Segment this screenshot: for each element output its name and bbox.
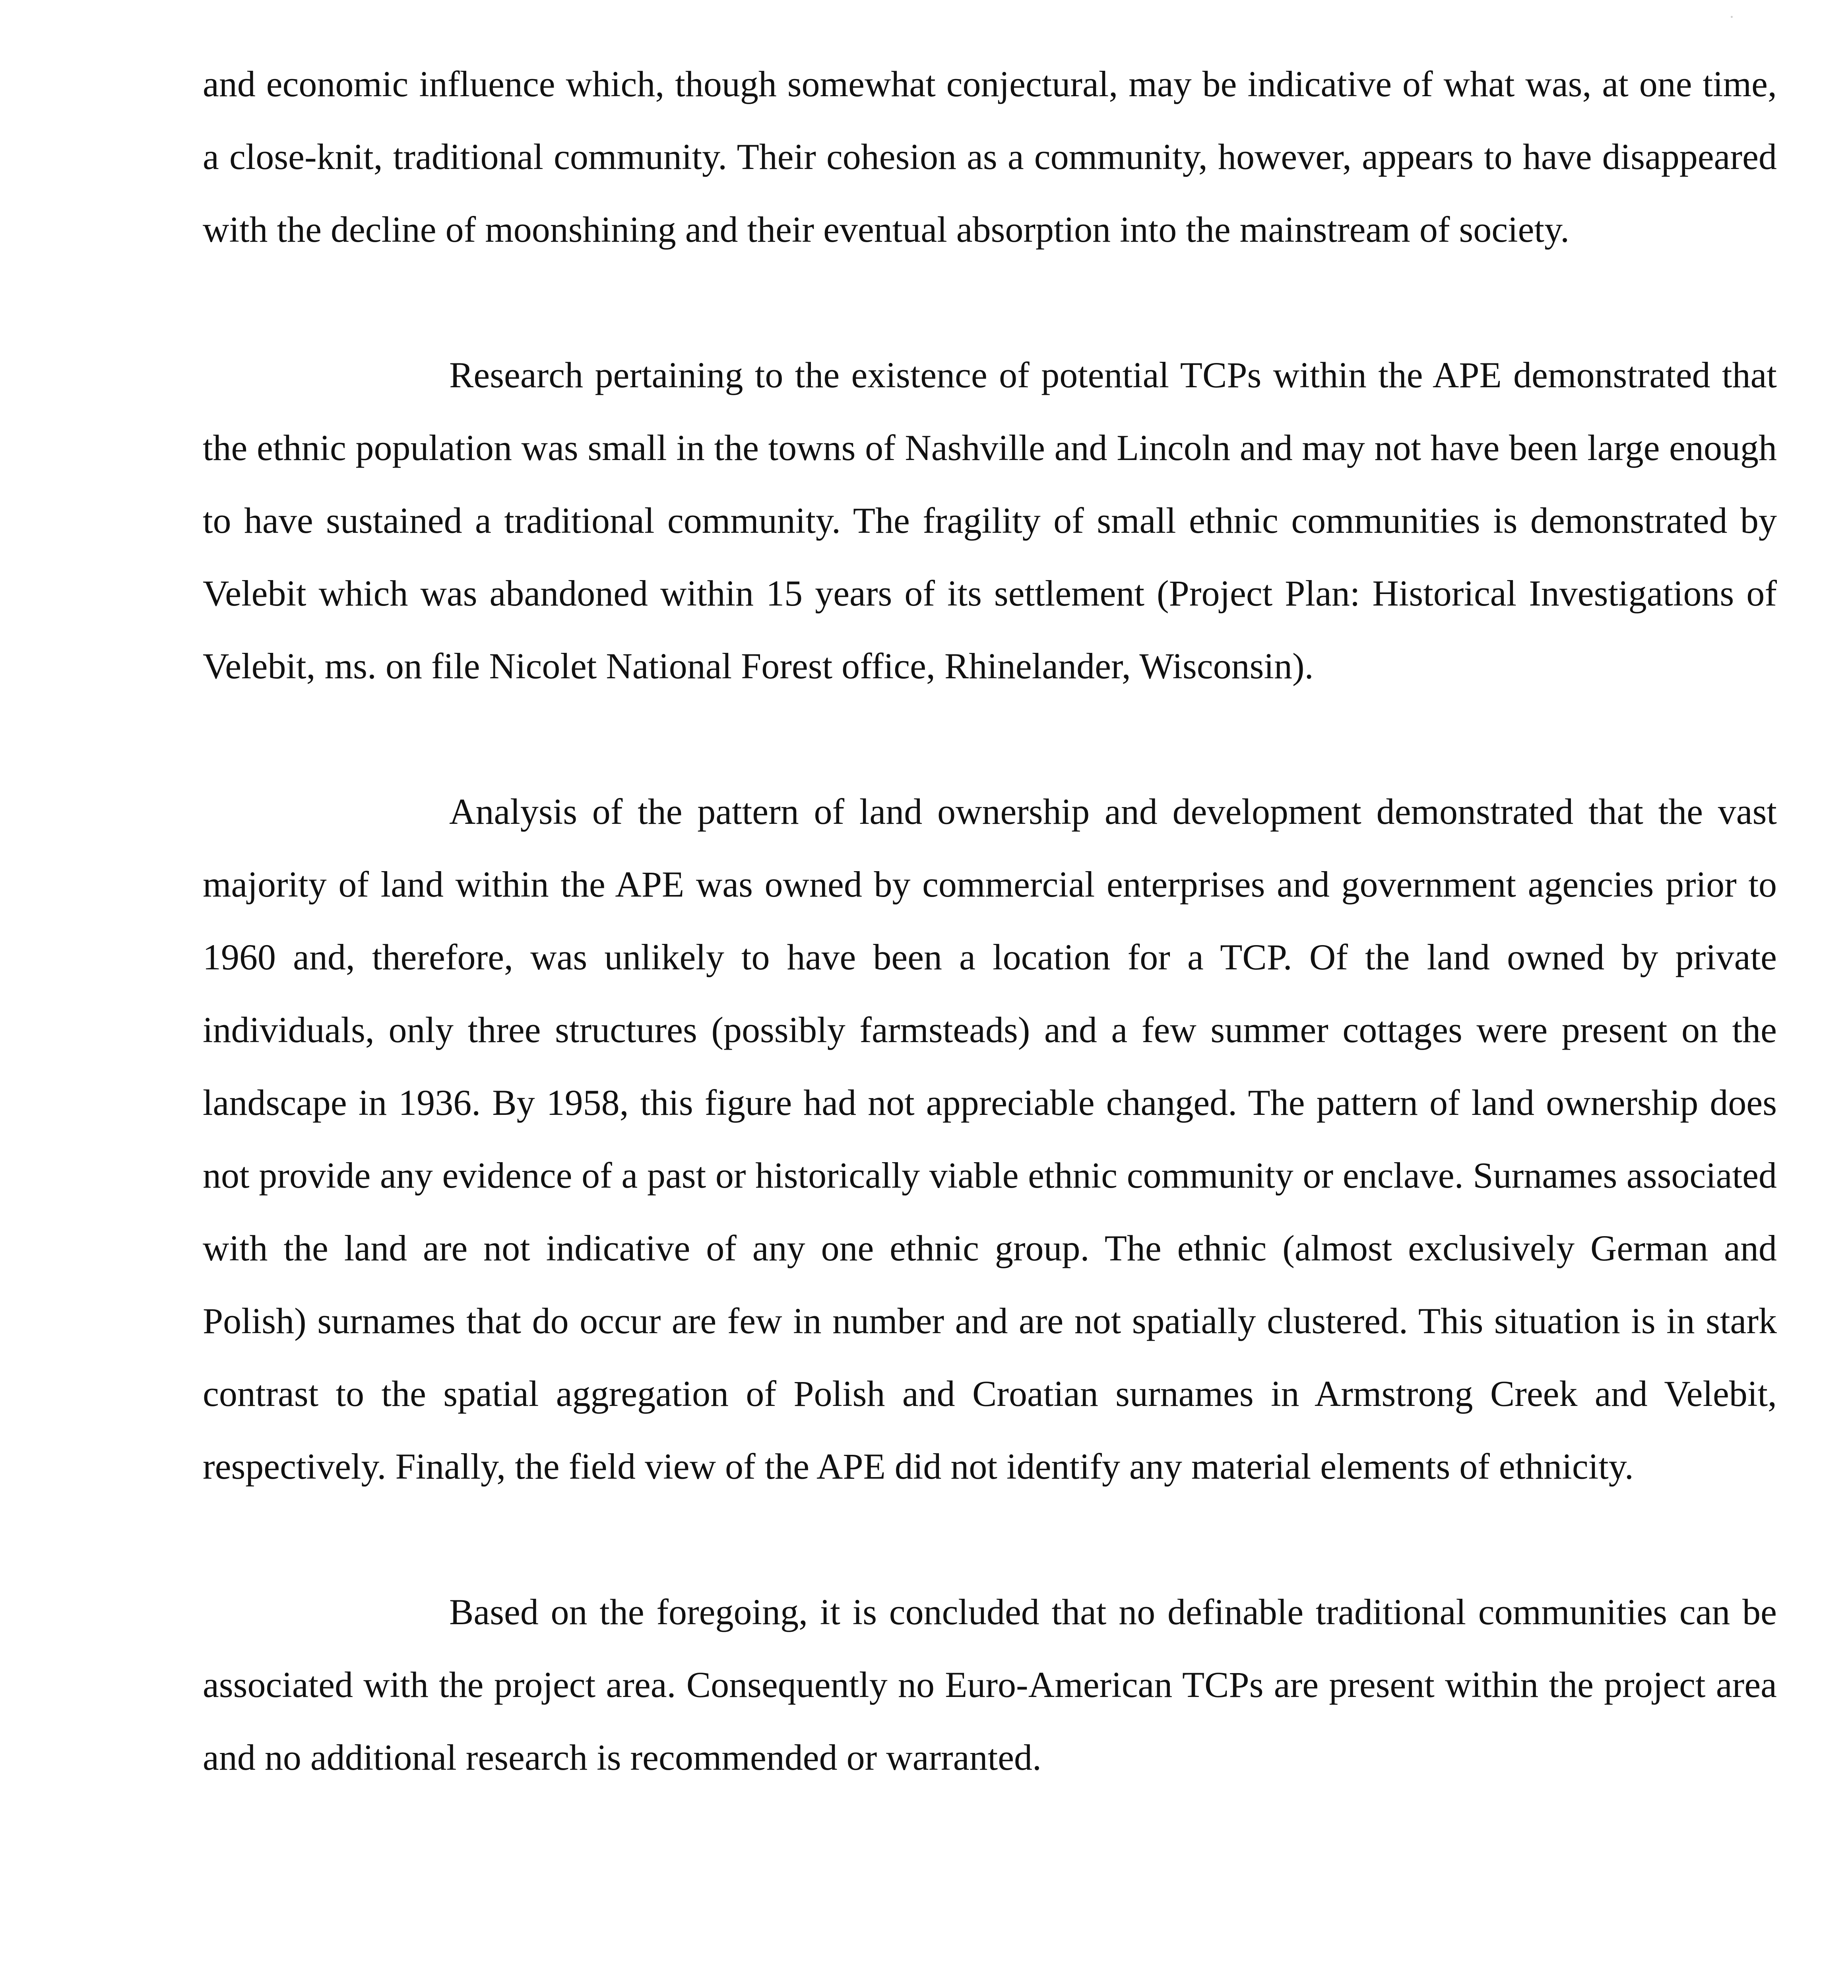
paragraph-conclusion: Based on the foregoing, it is concluded that no definable traditional communities can be associated with the project area. Consequently no Euro-American TCPs are present within the project area and no additional research is recommended or warranted. <box>203 1592 1777 1778</box>
paragraph-analysis: Analysis of the pattern of land ownership and development demonstrated that the vast majority of land within the APE was owned by commercial enterprises and government agencies prior to 1960 and, therefore, was unlikely to have been a location for a TCP. Of the land owned by private individuals, only three structures (possibly farmsteads) and a few summer cottages were present on the landscape in 1936. By 1958, this figure had not appreciable changed. The pattern of land ownership does not provide any evidence of a past or historically viable ethnic community or enclave. Surnames associated with the land are not indicative of any one ethnic group. The ethnic (almost exclusively German and Polish) surnames that do occur are few in number and are not spatially clustered. This situation is in stark contrast to the spatial aggregation of Polish and Croatian surnames in Armstrong Creek and Velebit, respectively. Finally, the field view of the APE did not identify any material elements of ethnicity. <box>203 791 1777 1487</box>
scan-speck <box>1731 16 1733 18</box>
paragraph-continuation: and economic influence which, though somewhat conjectural, may be indicative of what was, at one time, a close-knit, traditional community. Their cohesion as a community, however, appears to have disappeared with the decline of moonshining and their eventual absorption into the mainstream of society. <box>203 64 1777 250</box>
body-text <box>203 48 1777 1794</box>
paragraph-research: Research pertaining to the existence of potential TCPs within the APE demonstrated that the ethnic population was small in the towns of Nashville and Lincoln and may not have been large enough to have sustained a traditional community. The fragility of small ethnic communities is demonstrated by Velebit which was abandoned within 15 years of its settlement (Project Plan: Historical Investigations of Velebit, ms. on file Nicolet National Forest office, Rhinelander, Wisconsin). <box>203 355 1777 686</box>
